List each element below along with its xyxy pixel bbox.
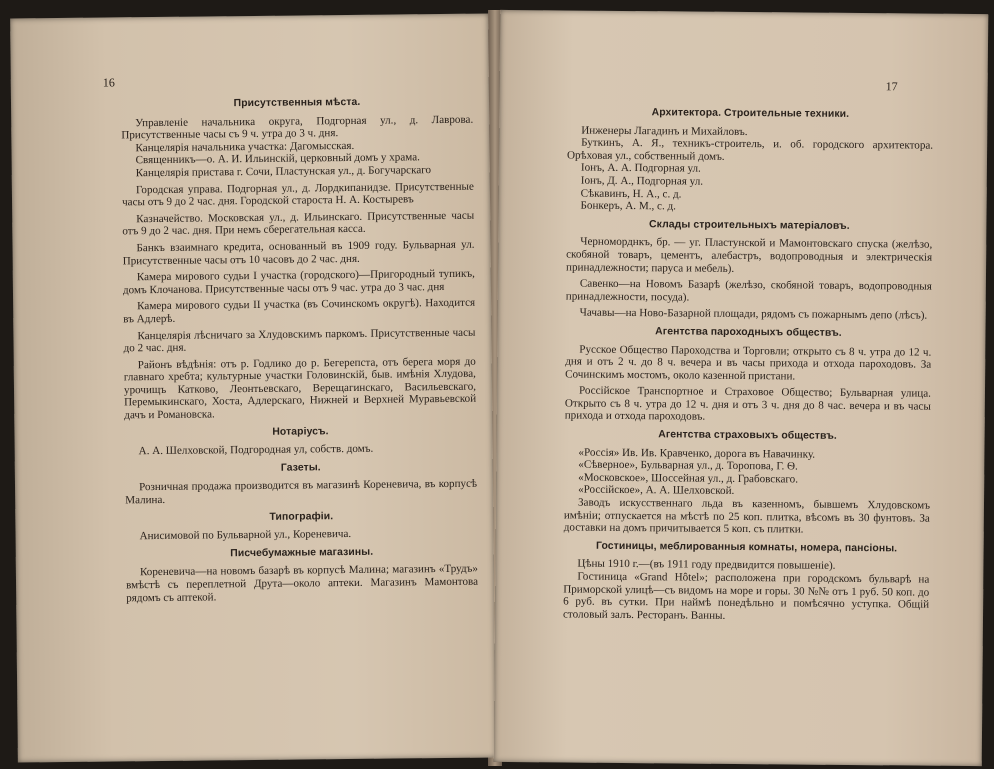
right-page — [494, 10, 989, 766]
paragraph: Розничная продажа производится въ магазинѣ Кореневича, въ корпусѣ Малина. — [125, 478, 478, 507]
paragraph: Сѣкавинъ, Н. А., с. д. — [580, 187, 682, 201]
paragraph: «Московское», Шоссейная ул., д. Грабовскаго. — [578, 471, 799, 486]
paragraph: Цѣны 1910 г.—(въ 1911 году предвидится повышеніе). — [577, 557, 836, 573]
paragraph: Камера мирового судьи I участка (городского)—Пригородный тупикъ, домъ Клочанова. Присутственные часы отъ 9 час. утра до 3 час. дня — [122, 267, 475, 297]
paragraph: Инженеры Лагадинъ и Михайловъ. — [581, 124, 748, 138]
paragraph: Канцелярія лѣсничаго за Хлудовскимъ паркомъ. Присутственные часы до 2 час. дня. — [123, 326, 476, 355]
section-heading: Присутственныя мѣста. — [233, 96, 361, 110]
paragraph: Россійское Транспортное и Страховое Общество; Бульварная улица. Открыто съ 8 ч. утра до 12 ч. дня и отъ 3 ч. дня до 8 час. вечера и въ часы прихода и отхода пароходовъ. — [564, 384, 932, 424]
paragraph: Камера мирового судьи II участка (въ Сочинскомъ округѣ). Находится въ Адлерѣ. — [123, 296, 476, 326]
paragraph: «Россія» Ив. Ив. Кравченко, дорога въ Навачинку. — [578, 446, 816, 461]
section-heading: Типографіи. — [269, 510, 334, 523]
paragraph: Канцелярія начальника участка: Дагомысская. — [135, 139, 355, 154]
section-heading: Газеты. — [280, 462, 321, 474]
paragraph: А. А. Шелховской, Подгородная ул, собств. домъ. — [138, 442, 374, 458]
paragraph: Чачавы—на Ново-Базарной площади, рядомъ съ пожарнымъ депо (лѣсъ). — [579, 306, 928, 322]
paragraph: Іонъ, Д. А., Подгорная ул. — [580, 174, 704, 188]
left-page-content — [121, 90, 478, 609]
paragraph: Буткинъ, А. Я., техникъ-строитель, и. об. городского архитектора. Орѣховая ул., собственный домъ. — [566, 136, 934, 163]
paragraph: Анисимовой по Бульварной ул., Кореневича. — [139, 528, 352, 543]
section-heading: Агентства страховыхъ обществъ. — [658, 429, 837, 442]
page-number-left: 16 — [102, 75, 115, 90]
paragraph: Кореневича—на новомъ базарѣ въ корпусѣ Малина; магазинъ «Трудъ» вмѣстѣ съ переплетной Друта—около аптеки. Магазинъ Мамонтова рядомъ съ аптекой. — [125, 563, 479, 604]
paragraph: Управленіе начальника округа, Подгорная ул., д. Лаврова. Присутственные часы съ 9 ч. утра до 3 ч. дня. — [121, 113, 474, 142]
paragraph: Канцелярія пристава г. Сочи, Пластунская ул., д. Богучарскаго — [135, 164, 432, 180]
paragraph: Банкъ взаимнаго кредита, основанный въ 1909 году. Бульварная ул. Присутственные часы отъ 10 часовъ до 2 час. дня. — [122, 238, 475, 267]
paragraph: Городская управа. Подгорная ул., д. Лордкипанидзе. Присутственные часы отъ 9 до 2 час. дня. Городской староста Н. А. Костыревъ — [121, 180, 474, 209]
paragraph: Черноморднкъ, бр. — уг. Пластунской и Мамонтовскаго спуска (желѣзо, скобяной товаръ, цементъ, алебастръ, водопроводныя и электрическія принадлежности; паруса и мебель). — [565, 235, 933, 275]
paragraph: Священникъ—о. А. И. Ильинскій, церковный домъ у храма. — [135, 151, 420, 167]
paragraph: Заводъ искусственнаго льда въ казенномъ, бывшемъ Хлудовскомъ имѣніи; отпускается на мѣстѣ по 25 коп. плитка, вѣсомъ въ 30 фунтовъ. За доставки на домъ причитывается 5 коп. съ плитки. — [563, 496, 931, 536]
right-page-content — [563, 100, 934, 628]
paragraph: Іонъ, А. А. Подгорная ул. — [580, 161, 701, 176]
paragraph: Казначейство. Московская ул., д. Ильинскаго. Присутственные часы отъ 9 до 2 час. дня. При немъ сберегательная касса. — [122, 209, 475, 238]
left-page — [10, 14, 496, 763]
paragraph: Русское Общество Пароходства и Торговли; открыто съ 8 ч. утра до 12 ч. дня и отъ 2 ч. до 8 ч. вечера и въ часы прихода и отхода пароходовъ. За Сочинскимъ мостомъ, около казенной пристани. — [565, 343, 932, 383]
section-heading: Склады строительныхъ матеріаловъ. — [649, 218, 850, 232]
section-heading: Архитектора. Строительные техники. — [651, 107, 850, 120]
section-heading: Гостиницы, меблированныя комнаты, номера, пансіоны. — [595, 540, 898, 555]
paragraph: Савенко—на Новомъ Базарѣ (желѣзо, скобяной товаръ, водопроводныя принадлежности, посуда). — [565, 277, 932, 304]
section-heading: Агентства пароходныхъ обществъ. — [655, 326, 842, 339]
paragraph: Гостиница «Grand Hôtel»; расположена при городскомъ бульварѣ на Приморской улицѣ—съ видомъ на море и горы. 30 №№ отъ 1 руб. 50 коп. до 6 руб. въ сутки. При наймѣ понедѣльно и помѣсячно уступка. Общій столовый залъ. Ресторанъ. Ванны. — [562, 570, 930, 622]
paragraph: «Россійское», А. А. Шелховской. — [578, 484, 735, 498]
page-number-right: 17 — [885, 79, 898, 94]
section-heading: Нотаріусъ. — [272, 425, 329, 438]
section-heading: Писчебумажные магазины. — [230, 546, 374, 560]
paragraph: «Сѣверное», Бульварная ул., д. Торопова, Г. Ѳ. — [578, 458, 798, 473]
paragraph: Районъ вѣдѣнія: отъ р. Годлико до р. Бегерепста, отъ берега моря до главнаго хребта; культурные участки Головинскій, быв. имѣнія Хлудова, урочищъ Катково, Леонтьевскаго, Верещагинскаго, Васильевскаго, Перемыкинскаго, Хоста, Адлерскаго, Нижней и Верхней Муравьевской дачъ и Романовска. — [123, 355, 477, 422]
paragraph: Бонкеръ, А. М., с. д. — [580, 199, 676, 213]
